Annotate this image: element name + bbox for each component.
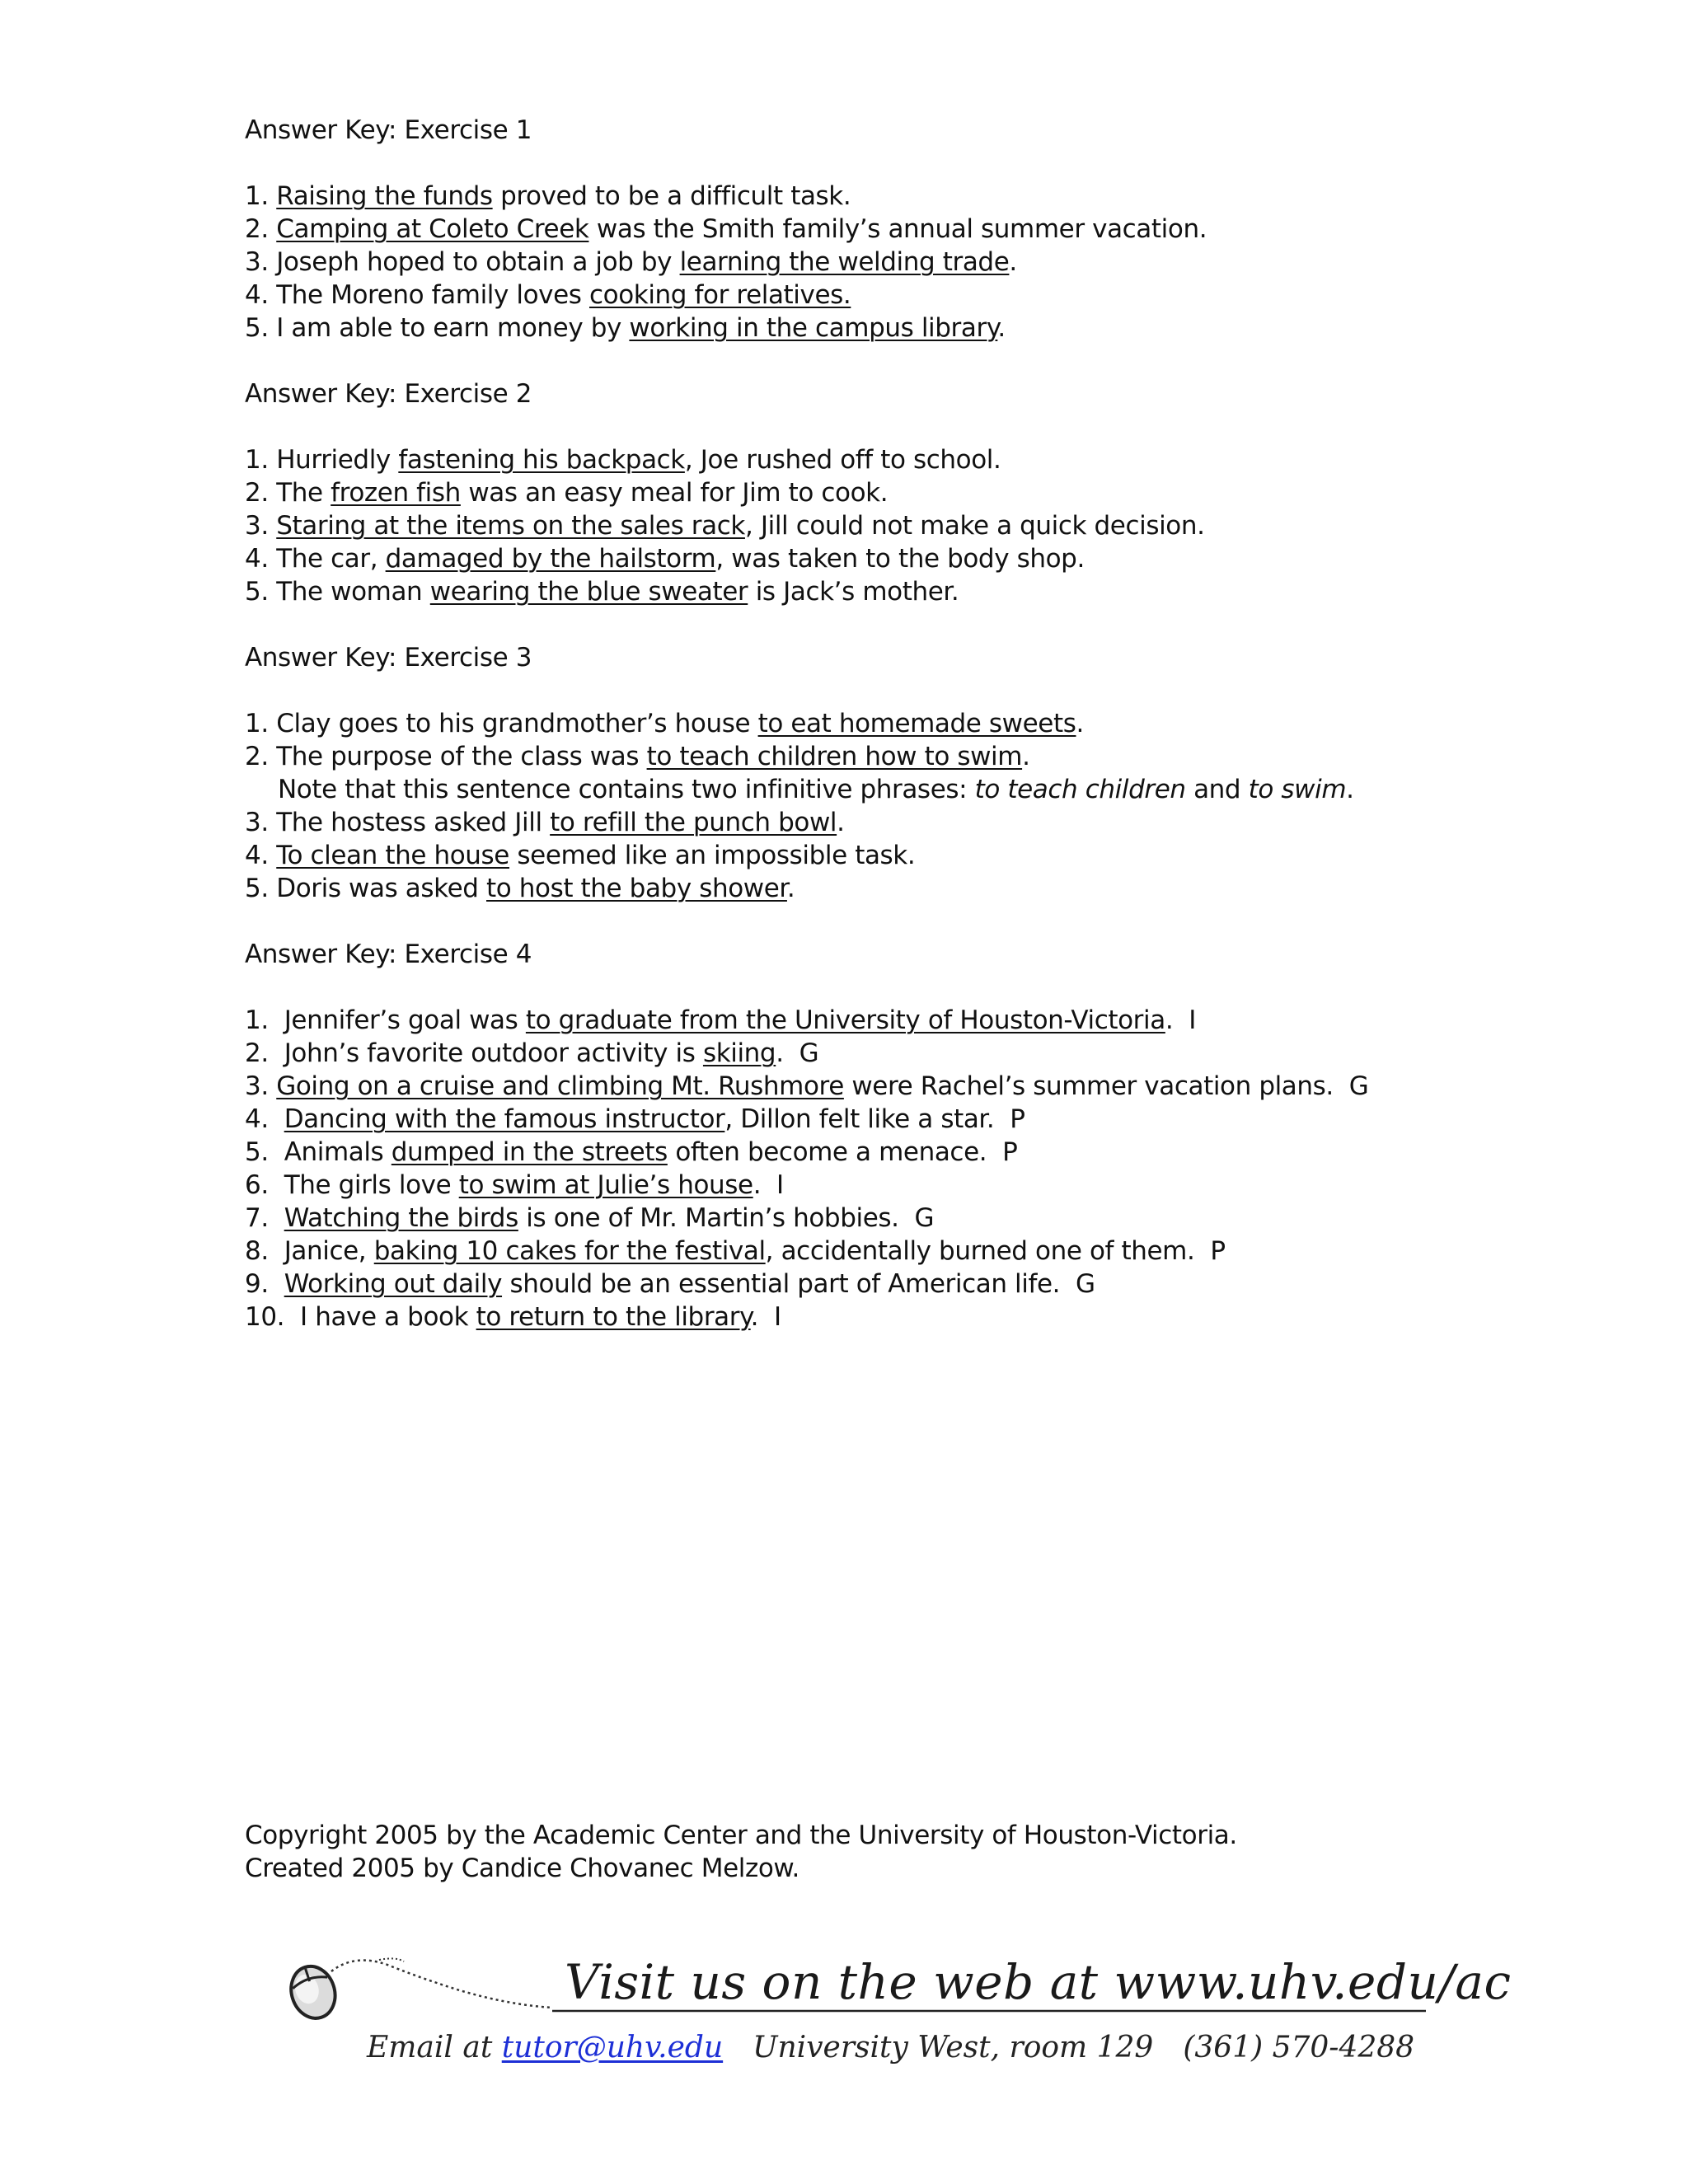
exercise-4-section	[245, 938, 1448, 1333]
email-label: Email at	[367, 2031, 502, 2064]
exercise-4-item: 5. Animals dumped in the streets often become a menace. P	[245, 1137, 1018, 1167]
exercise-4-heading: Answer Key: Exercise 4	[245, 940, 532, 969]
exercise-4-item: 10. I have a book to return to the library. I	[245, 1302, 781, 1332]
exercise-2-section	[245, 377, 1448, 608]
exercise-3-item: 4. To clean the house seemed like an impossible task.	[245, 841, 916, 870]
web-banner	[280, 1953, 1512, 2027]
exercise-1-item: 5. I am able to earn money by working in the campus library.	[245, 313, 1006, 343]
answer-key-document	[245, 114, 1448, 1366]
exercise-4-item: 4. Dancing with the famous instructor, Dillon felt like a star. P	[245, 1104, 1025, 1134]
exercise-4-item: 7. Watching the birds is one of Mr. Martin’s hobbies. G	[245, 1203, 935, 1233]
exercise-3-item: 1. Clay goes to his grandmother’s house to eat homemade sweets.	[245, 709, 1084, 738]
exercise-2-item: 1. Hurriedly fastening his backpack, Joe rushed off to school.	[245, 445, 1001, 475]
exercise-3-item: 5. Doris was asked to host the baby shower.	[245, 874, 795, 903]
exercise-4-item: 2. John’s favorite outdoor activity is skiing. G	[245, 1038, 819, 1068]
exercise-1-item: 2. Camping at Coleto Creek was the Smith family’s annual summer vacation.	[245, 214, 1207, 244]
exercise-1-item: 4. The Moreno family loves cooking for relatives.	[245, 280, 851, 310]
exercise-3-heading: Answer Key: Exercise 3	[245, 643, 532, 673]
exercise-3-section	[245, 641, 1448, 905]
exercise-3-note: Note that this sentence contains two infinitive phrases: to teach children and to swim.	[278, 775, 1354, 804]
email-link[interactable]: tutor@uhv.edu	[501, 2031, 724, 2064]
exercise-2-item: 5. The woman wearing the blue sweater is Jack’s mother.	[245, 577, 959, 607]
exercise-2-item: 3. Staring at the items on the sales rack, Jill could not make a quick decision.	[245, 511, 1205, 541]
exercise-4-item: 9. Working out daily should be an essential part of American life. G	[245, 1269, 1095, 1299]
phone-text: (361) 570-4288	[1183, 2031, 1415, 2064]
exercise-4-item: 6. The girls love to swim at Julie’s house. I	[245, 1170, 784, 1200]
exercise-1-item: 3. Joseph hoped to obtain a job by learning the welding trade.	[245, 247, 1017, 277]
exercise-4-item: 1. Jennifer’s goal was to graduate from the University of Houston-Victoria. I	[245, 1005, 1196, 1035]
copyright-line: Copyright 2005 by the Academic Center and the University of Houston-Victoria.	[245, 1821, 1237, 1850]
exercise-3-item: 2. The purpose of the class was to teach children how to swim.	[245, 742, 1030, 771]
contact-line	[367, 2027, 1414, 2069]
exercise-1-heading: Answer Key: Exercise 1	[245, 115, 532, 145]
copyright-footer	[245, 1819, 1237, 1885]
exercise-1-section	[245, 114, 1448, 344]
created-by-line: Created 2005 by Candice Chovanec Melzow.	[245, 1854, 799, 1883]
exercise-3-item: 3. The hostess asked Jill to refill the punch bowl.	[245, 808, 845, 837]
exercise-2-item: 2. The frozen fish was an easy meal for Jim to cook.	[245, 478, 889, 508]
exercise-2-item: 4. The car, damaged by the hailstorm, was taken to the body shop.	[245, 544, 1085, 574]
exercise-2-heading: Answer Key: Exercise 2	[245, 379, 532, 409]
exercise-1-item: 1. Raising the funds proved to be a difficult task.	[245, 181, 851, 211]
exercise-4-item: 3. Going on a cruise and climbing Mt. Rushmore were Rachel’s summer vacation plans. G	[245, 1071, 1369, 1101]
location-text: University West, room 129	[753, 2031, 1154, 2064]
exercise-4-item: 8. Janice, baking 10 cakes for the festival, accidentally burned one of them. P	[245, 1236, 1226, 1266]
visit-web-text: Visit us on the web at www.uhv.edu/ac	[565, 1954, 1512, 2010]
